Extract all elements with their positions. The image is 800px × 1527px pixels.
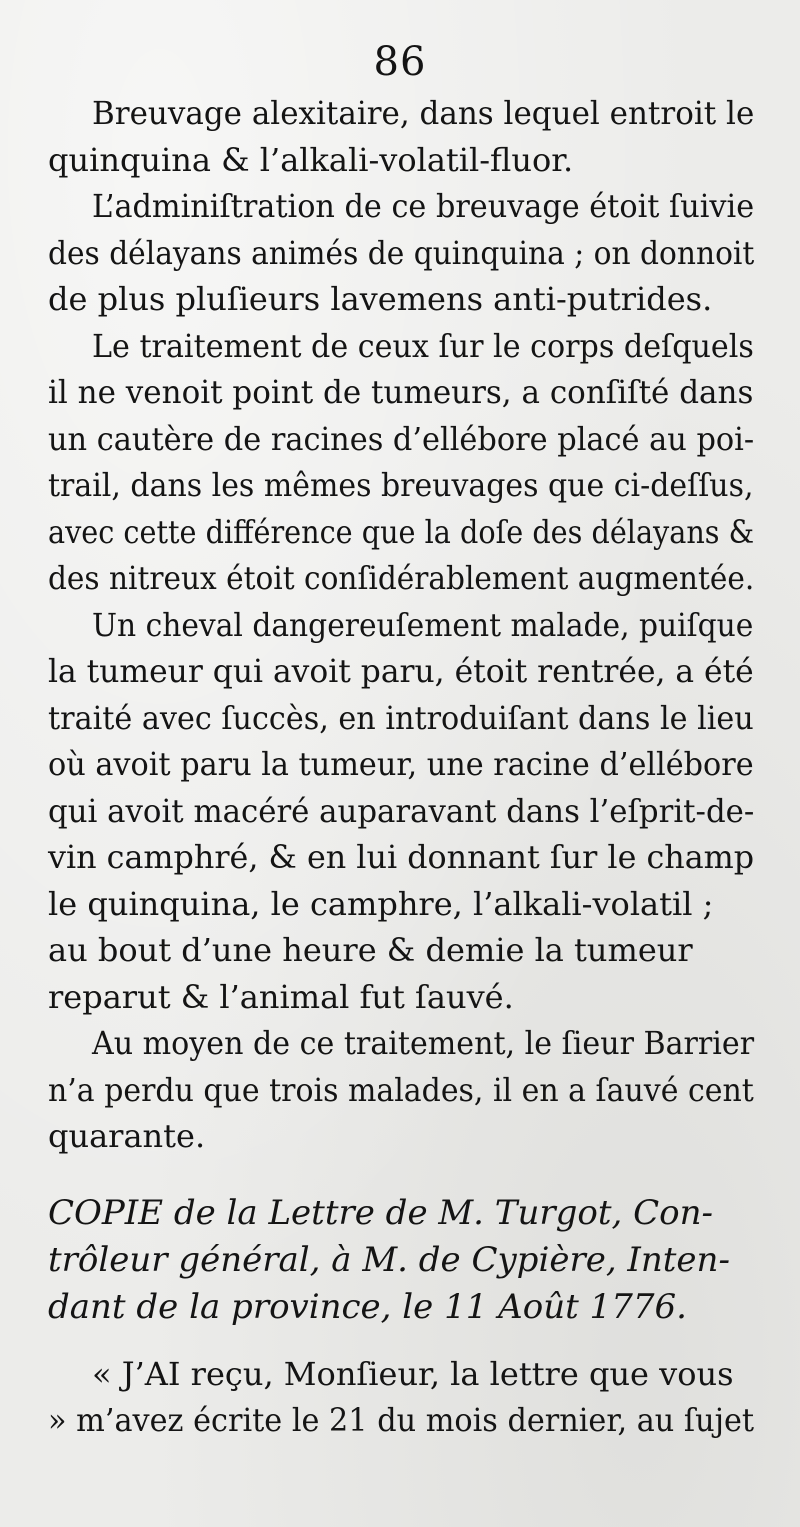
- text-line: des délayans animés de quinquina ; on donnoit: [48, 233, 755, 272]
- text-line: reparut & l’animal fut ſauvé.: [48, 977, 514, 1016]
- text-line: la tumeur qui avoit paru, étoit rentrée, a été: [48, 652, 754, 690]
- paragraph-4: [48, 602, 754, 1021]
- heading-line: trôleur général, à M. de Cypière, Inten-: [48, 1239, 730, 1280]
- text-line: traité avec ſuccès, en introduiſant dans le lieu: [48, 698, 754, 737]
- text-line: Le traitement de ceux ſur le corps deſquels: [92, 326, 754, 365]
- letter-quote: [48, 1351, 754, 1444]
- paragraph-1: [48, 90, 754, 183]
- text-line: au bout d’une heure & demie la tumeur: [48, 931, 693, 969]
- text-line: quinquina & l’alkali-volatil-fluor.: [48, 140, 574, 179]
- text-line: il ne venoit point de tumeurs, a conſiſté dans: [48, 373, 754, 411]
- text-line: Un cheval dangereuſement malade, puiſque: [92, 605, 754, 644]
- page-body: [48, 90, 754, 1444]
- text-line: trail, dans les mêmes breuvages que ci-deſſus,: [48, 466, 754, 504]
- text-line: quarante.: [48, 1117, 206, 1155]
- letter-heading: [48, 1190, 754, 1331]
- heading-line: COPIE de la Lettre de M. Turgot, Con-: [48, 1192, 714, 1233]
- heading-line: dant de la province, le 11 Août 1776.: [48, 1286, 687, 1327]
- text-line: vin camphré, & en lui donnant ſur le champ: [48, 838, 755, 876]
- text-line: L’adminiſtration de ce breuvage étoit ſuivie: [92, 187, 755, 225]
- text-line: n’a perdu que trois malades, il en a ſauvé cent: [48, 1070, 754, 1109]
- paragraph-3: [48, 323, 754, 602]
- text-line: qui avoit macéré auparavant dans l’eſprit-de-: [48, 791, 755, 830]
- text-line: de plus pluſieurs lavemens anti-putrides.: [48, 280, 713, 318]
- page-number: 86: [373, 39, 427, 85]
- paragraph-2: [48, 183, 754, 323]
- quote-line: « J’AI reçu, Monſieur, la lettre que vous: [92, 1354, 734, 1393]
- text-line: avec cette différence que la doſe des délayans &: [48, 512, 755, 551]
- text-line: où avoit paru la tumeur, une racine d’ellébore: [48, 745, 754, 783]
- text-line: un cautère de racines d’ellébore placé au poi-: [48, 419, 755, 458]
- text-line: des nitreux étoit conſidérablement augmentée.: [48, 559, 755, 597]
- text-line: Au moyen de ce traitement, le ſieur Barrier: [92, 1024, 755, 1062]
- text-line: Breuvage alexitaire, dans lequel entroit le: [92, 94, 755, 132]
- text-line: le quinquina, le camphre, l’alkali-volatil ;: [48, 884, 714, 923]
- quote-line: » m’avez écrite le 21 du mois dernier, au ſujet: [48, 1401, 755, 1439]
- paragraph-5: [48, 1020, 754, 1160]
